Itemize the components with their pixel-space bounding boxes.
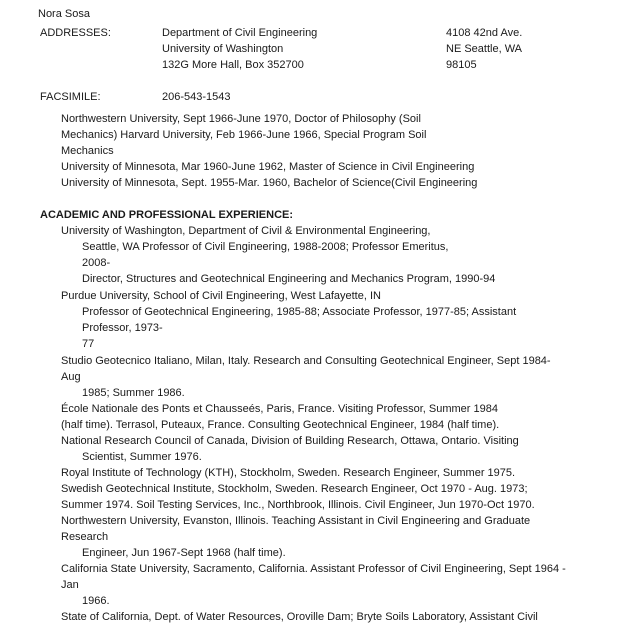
work-address-line-2: University of Washington <box>162 43 284 55</box>
education-line: Mechanics <box>61 145 114 157</box>
experience-line: Research <box>61 531 109 543</box>
experience-heading: ACADEMIC AND PROFESSIONAL EXPERIENCE: <box>40 209 294 221</box>
home-address-line-1: 4108 42nd Ave. <box>446 27 523 39</box>
experience-line: Scientist, Summer 1976. <box>82 451 202 463</box>
education-line: University of Minnesota, Sept. 1955-Mar. 1960, Bachelor of Science(Civil Engineering <box>61 177 478 189</box>
experience-line: 2008- <box>82 257 111 269</box>
experience-line: Summer 1974. Soil Testing Services, Inc., Northbrook, Illinois. Civil Engineer, Jun 1970-Oct 1970. <box>61 499 535 511</box>
experience-line: Swedish Geotechnical Institute, Stockholm, Sweden. Research Engineer, Oct 1970 - Aug. 1973; <box>61 483 528 495</box>
experience-line: Jan <box>61 579 79 591</box>
facsimile-number: 206-543-1543 <box>162 91 231 103</box>
experience-line: Professor of Geotechnical Engineering, 1985-88; Associate Professor, 1977-85; Assistant <box>82 306 517 318</box>
name-heading: Nora Sosa <box>38 8 90 20</box>
experience-line: Aug <box>61 371 81 383</box>
experience-line: University of Washington, Department of Civil & Environmental Engineering, <box>61 225 431 237</box>
education-line: Mechanics) Harvard University, Feb 1966-June 1966, Special Program Soil <box>61 129 427 141</box>
work-address-line-1: Department of Civil Engineering <box>162 27 318 39</box>
facsimile-label: FACSIMILE: <box>40 91 101 103</box>
education-line: Northwestern University, Sept 1966-June 1970, Doctor of Philosophy (Soil <box>61 113 421 125</box>
experience-line: 1985; Summer 1986. <box>82 387 185 399</box>
home-address-line-2: NE Seattle, WA <box>446 43 523 55</box>
experience-line: (half time). Terrasol, Puteaux, France. Consulting Geotechnical Engineer, 1984 (half time). <box>61 419 500 431</box>
education-line: University of Minnesota, Mar 1960-June 1962, Master of Science in Civil Engineering <box>61 161 475 173</box>
experience-line: 1966. <box>82 595 110 607</box>
experience-line: Director, Structures and Geotechnical Engineering and Mechanics Program, 1990-94 <box>82 273 496 285</box>
experience-line: California State University, Sacramento, California. Assistant Professor of Civil Engineering, Sept 1964 - <box>61 563 566 575</box>
experience-line: Purdue University, School of Civil Engineering, West Lafayette, IN <box>61 290 381 302</box>
work-address-line-3: 132G More Hall, Box 352700 <box>162 59 304 71</box>
experience-line: Royal Institute of Technology (KTH), Stockholm, Sweden. Research Engineer, Summer 1975. <box>61 467 516 479</box>
experience-line: Professor, 1973- <box>82 322 163 334</box>
experience-line: École Nationale des Ponts et Chausseés, Paris, France. Visiting Professor, Summer 1984 <box>61 403 498 415</box>
experience-line: Seattle, WA Professor of Civil Engineering, 1988-2008; Professor Emeritus, <box>82 241 449 253</box>
experience-line: Northwestern University, Evanston, Illinois. Teaching Assistant in Civil Engineering and Graduate <box>61 515 531 527</box>
home-address-line-3: 98105 <box>446 59 477 71</box>
addresses-label: ADDRESSES: <box>40 27 111 39</box>
experience-line: Studio Geotecnico Italiano, Milan, Italy. Research and Consulting Geotechnical Engineer, Sept 1984- <box>61 355 551 367</box>
experience-line: National Research Council of Canada, Division of Building Research, Ottawa, Ontario. Visiting <box>61 435 519 447</box>
experience-line: State of California, Dept. of Water Resources, Oroville Dam; Bryte Soils Laboratory, Assistant Civil <box>61 611 538 623</box>
experience-line: Engineer, Jun 1967-Sept 1968 (half time). <box>82 547 286 559</box>
experience-line: 77 <box>82 338 95 350</box>
